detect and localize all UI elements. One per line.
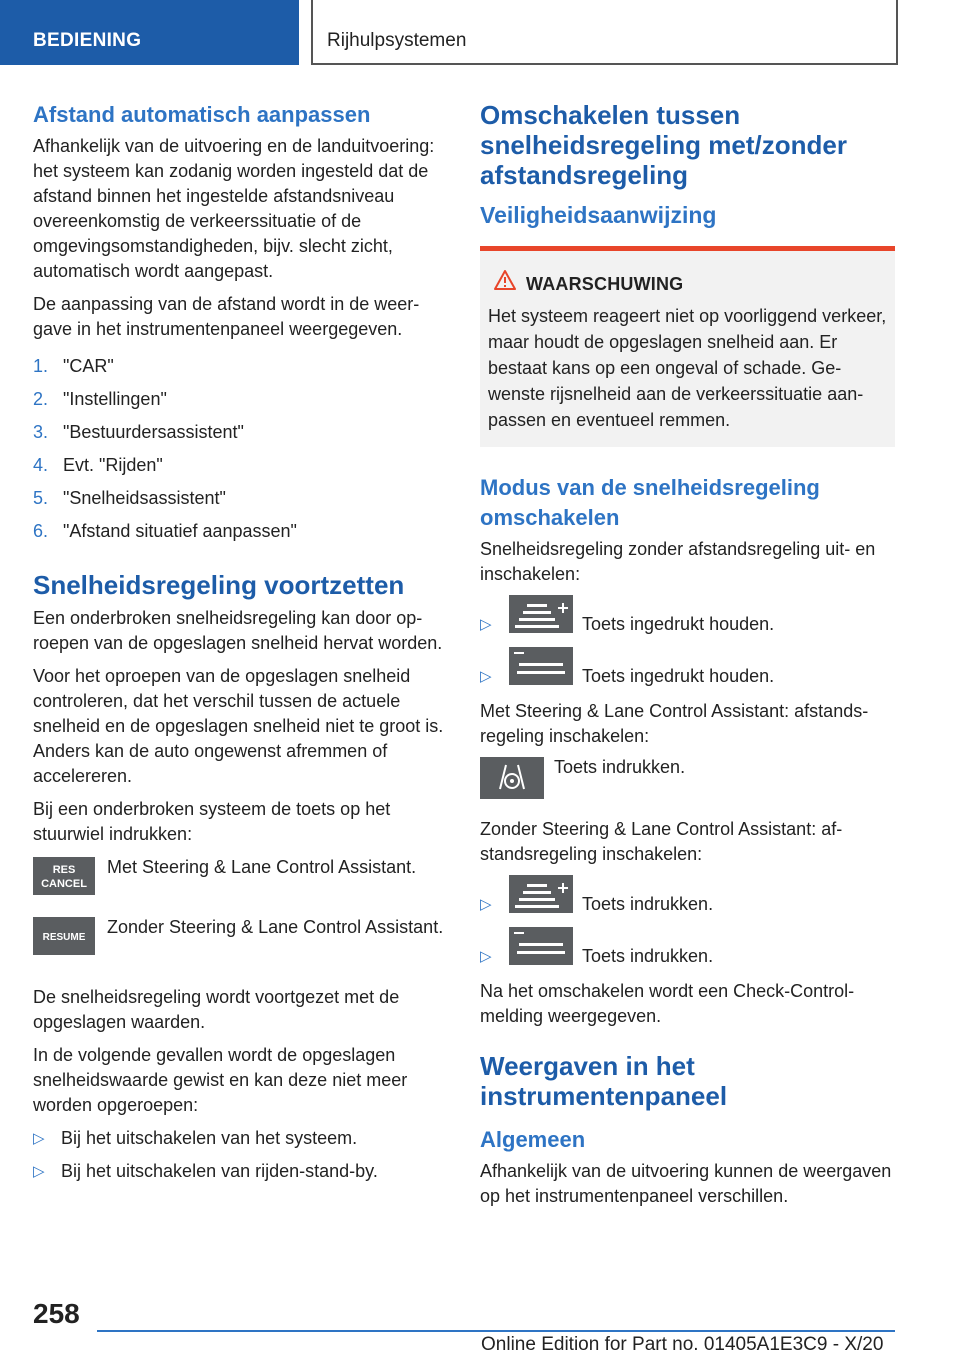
right-column	[480, 100, 895, 1217]
algemeen-heading: Algemeen	[480, 1127, 586, 1152]
modus-paragraph-4: Na het omschakelen wordt een Check-Control-melding weergegeven.	[480, 981, 855, 1026]
distance-minus-button-icon	[509, 927, 573, 965]
cancel-label: CANCEL	[41, 878, 87, 890]
veiligheid-heading: Veiligheidsaanwijzing	[480, 202, 717, 228]
list-item	[33, 1159, 448, 1184]
section-title: BEDIENING	[33, 30, 142, 51]
step-text: Evt. "Rijden"	[63, 455, 163, 475]
distance-minus-button-icon	[509, 647, 573, 685]
modus-row-3-text: Toets indrukken.	[582, 894, 714, 914]
list-item	[33, 420, 448, 453]
modus-paragraph-1: Snelheidsregeling zonder afstandsregeling uit- en inschakelen:	[480, 539, 876, 584]
triangle-bullet-icon: ▷	[33, 1130, 45, 1147]
res-cancel-row	[33, 855, 448, 907]
list-item	[33, 1126, 448, 1151]
modus-row-3	[480, 875, 895, 927]
list-item	[33, 387, 448, 420]
warning-box	[480, 246, 895, 447]
res-cancel-text: Met Steering & Lane Control Assistant.	[107, 857, 417, 877]
step-number: 3.	[33, 422, 49, 442]
modus-paragraph-2: Met Steering & Lane Control Assistant: afstandsregeling inschakelen:	[480, 701, 869, 746]
triangle-bullet-icon: ▷	[480, 896, 492, 913]
step-number: 5.	[33, 488, 49, 508]
list-item	[33, 486, 448, 519]
step-text: "Snelheidsassistent"	[63, 488, 226, 508]
modus-paragraph-3: Zonder Steering & Lane Control Assistant: afstandsregeling inschakelen:	[480, 819, 843, 864]
bullet-text: Bij het uitschakelen van rijden-stand-by.	[61, 1161, 378, 1181]
weergaven-heading: Weergaven in het instrumentenpaneel	[480, 1051, 728, 1111]
omschakelen-heading: Omschakelen tussen snelheidsregeling met/zonder afstandsregeling	[480, 100, 847, 190]
step-number: 2.	[33, 389, 49, 409]
voortzetten-paragraph-3: Bij een onderbroken systeem de toets op het stuurwiel indrukken:	[33, 799, 391, 844]
step-text: "Bestuurdersassistent"	[63, 422, 244, 442]
modus-row-1	[480, 595, 895, 647]
chapter-tab	[311, 0, 898, 65]
voortzetten-paragraph-1: Een onderbroken snelheidsregeling kan door oproepen van de opgeslagen snelheid hervat worden.	[33, 608, 443, 653]
bullet-list	[33, 1126, 448, 1184]
steering-text: Toets indrukken.	[554, 757, 686, 777]
resume-label: RESUME	[42, 932, 86, 943]
list-item	[33, 354, 448, 387]
bullet-text: Bij het uitschakelen van het systeem.	[61, 1128, 358, 1148]
list-item	[33, 519, 448, 552]
warning-text: Het systeem reageert niet op voorliggend verkeer, maar houdt de opgeslagen snelheid aan. Er bestaat kans op een ongeval of schade. Gewenste rijsnelheid aan de verkeerssituatie aanpassen en eventueel remmen.	[488, 306, 887, 430]
triangle-bullet-icon: ▷	[480, 948, 492, 965]
chapter-title: Rijhulpsystemen	[327, 30, 467, 51]
modus-row-2-text: Toets ingedrukt houden.	[582, 666, 775, 686]
resume-row	[33, 915, 448, 977]
step-number: 6.	[33, 521, 49, 541]
left-column	[33, 100, 448, 1192]
afstand-paragraph-1: Afhankelijk van de uitvoering en de landuitvoering: het systeem kan zodanig worden ingesteld dat de afstand binnen het ingestelde afstandsniveau overeenkomstig de verkeerssituatie of de omgevingsomstandigheden, bijv. slecht zicht, automatisch wordt aangepast.	[33, 136, 435, 281]
steps-list	[33, 354, 448, 552]
distance-plus-button-icon	[509, 595, 573, 633]
page-number: 258	[33, 1298, 80, 1329]
warning-title-row	[488, 271, 887, 297]
afstand-heading: Afstand automatisch aanpassen	[33, 102, 371, 127]
afstand-paragraph-2: De aanpassing van de afstand wordt in de weergave in het instrumentenpaneel weergegeven.	[33, 294, 420, 339]
steering-assistant-button-icon	[480, 757, 544, 799]
triangle-bullet-icon: ▷	[33, 1163, 45, 1180]
warning-title: WAARSCHUWING	[526, 274, 684, 294]
warning-triangle-icon	[494, 269, 516, 291]
step-number: 1.	[33, 356, 49, 376]
res-cancel-button-icon	[33, 857, 95, 895]
modus-row-2	[480, 647, 895, 699]
step-text: "CAR"	[63, 356, 114, 376]
modus-row-4	[480, 927, 895, 979]
step-text: "Afstand situatief aanpassen"	[63, 521, 297, 541]
footer-edition: Online Edition for Part no. 01405A1E3C9 - X/20	[481, 1334, 884, 1355]
section-tab	[0, 0, 299, 65]
voortzetten-paragraph-4: De snelheidsregeling wordt voortgezet met de opgeslagen waarden.	[33, 987, 400, 1032]
step-text: "Instellingen"	[63, 389, 167, 409]
triangle-bullet-icon: ▷	[480, 668, 492, 685]
steering-row	[480, 757, 895, 809]
voortzetten-paragraph-2: Voor het oproepen van de opgeslagen snelheid controleren, dat het verschil tussen de actuele snelheid en de opgeslagen snelheid niet te groot is. Anders kan de auto ongewenst afremmen of accelereren.	[33, 666, 444, 786]
distance-plus-button-icon	[509, 875, 573, 913]
algemeen-paragraph-1: Afhankelijk van de uitvoering kunnen de weergaven op het instrumentenpaneel verschillen.	[480, 1161, 892, 1206]
modus-heading: Modus van de snelheidsregeling omschakelen	[480, 475, 820, 530]
list-item	[33, 453, 448, 486]
footer-divider	[97, 1330, 895, 1332]
voortzetten-paragraph-5: In de volgende gevallen wordt de opgeslagen snelheidswaarde gewist en kan deze niet meer worden opgeroepen:	[33, 1045, 408, 1115]
res-label: RES	[52, 864, 76, 876]
modus-row-4-text: Toets indrukken.	[582, 946, 714, 966]
step-number: 4.	[33, 455, 49, 475]
triangle-bullet-icon: ▷	[480, 616, 492, 633]
voortzetten-heading: Snelheidsregeling voortzetten	[33, 570, 405, 600]
modus-row-1-text: Toets ingedrukt houden.	[582, 614, 775, 634]
resume-text: Zonder Steering & Lane Control Assistant.	[107, 917, 444, 937]
resume-button-icon	[33, 917, 95, 955]
